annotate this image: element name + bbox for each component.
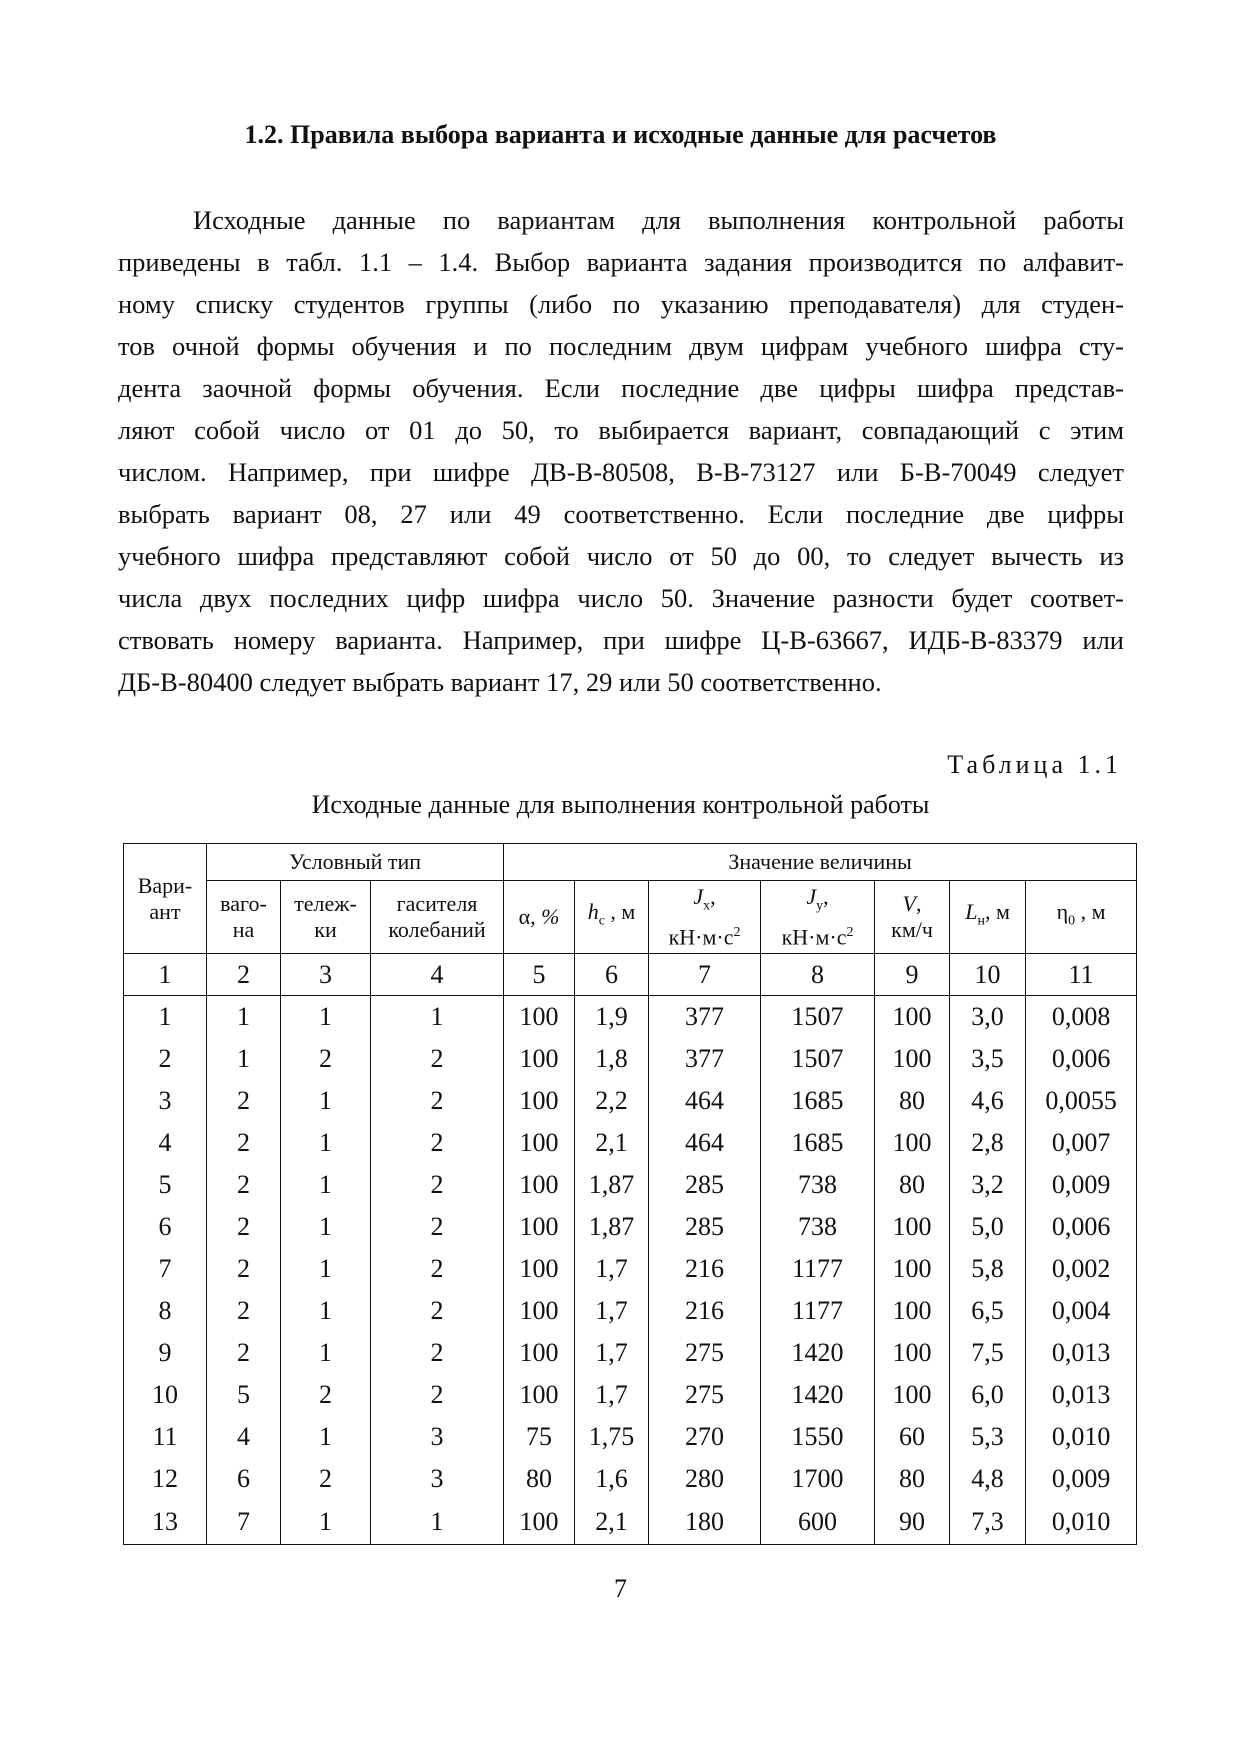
header-bogie: тележ- ки <box>281 881 371 954</box>
table-cell: 5 <box>124 1164 207 1206</box>
table-cell: 1685 <box>761 1080 875 1122</box>
table-cell: 1,9 <box>575 996 649 1039</box>
table-cell: 100 <box>504 1290 575 1332</box>
table-cell: 1,87 <box>575 1164 649 1206</box>
table-cell: 100 <box>875 1332 950 1374</box>
table-cell: 2 <box>371 1080 504 1122</box>
table-cell: 600 <box>761 1500 875 1545</box>
table-row <box>124 1248 1137 1290</box>
table-cell: 0,010 <box>1026 1416 1137 1458</box>
table-cell: 100 <box>875 996 950 1039</box>
table-cell: 100 <box>875 1038 950 1080</box>
table-row <box>124 1290 1137 1332</box>
table-cell: 0,007 <box>1026 1122 1137 1164</box>
table-cell: 80 <box>504 1458 575 1500</box>
table-cell: 0,002 <box>1026 1248 1137 1290</box>
paragraph-line: выбрать вариант 08, 27 или 49 соответственно. Если последние две цифры <box>118 499 1124 529</box>
header-hc: $h_с$ , м <box>575 881 649 954</box>
paragraph-line: приведены в табл. 1.1 – 1.4. Выбор варианта задания производится по алфавит- <box>118 247 1124 277</box>
table-row <box>124 1206 1137 1248</box>
table-cell: 2 <box>371 1164 504 1206</box>
table-cell: 7 <box>207 1500 281 1545</box>
table-cell: 270 <box>649 1416 761 1458</box>
table-cell: 1,7 <box>575 1332 649 1374</box>
table-cell: 1,6 <box>575 1458 649 1500</box>
table-cell: 464 <box>649 1122 761 1164</box>
table-cell: 60 <box>875 1416 950 1458</box>
table-cell: 285 <box>649 1164 761 1206</box>
table-cell: 1177 <box>761 1248 875 1290</box>
table-row <box>124 1038 1137 1080</box>
header-jx: $J_x$, $кН\cdot м\cdot с^2$ <box>649 881 761 954</box>
table-cell: 1 <box>281 1290 371 1332</box>
table-cell: 377 <box>649 1038 761 1080</box>
column-number-row <box>124 954 1137 996</box>
table-cell: 3,0 <box>950 996 1026 1039</box>
header-variant: Вари- ант <box>124 844 207 954</box>
table-cell: 0,0055 <box>1026 1080 1137 1122</box>
table-cell: 0,013 <box>1026 1332 1137 1374</box>
table-row <box>124 1080 1137 1122</box>
header-value-group: Значение величины <box>504 844 1137 881</box>
table-cell: 2 <box>371 1206 504 1248</box>
table-cell: 80 <box>875 1458 950 1500</box>
table-cell: 75 <box>504 1416 575 1458</box>
table-cell: 1 <box>281 996 371 1039</box>
table-cell: 7 <box>124 1248 207 1290</box>
table-row <box>124 1374 1137 1416</box>
table-cell: 12 <box>124 1458 207 1500</box>
table-body <box>124 996 1137 1545</box>
table-cell: 0,013 <box>1026 1374 1137 1416</box>
table-cell: 9 <box>124 1332 207 1374</box>
table-cell: 1 <box>281 1500 371 1545</box>
paragraph-line: Исходные данные по вариантам для выполнения контрольной работы <box>193 205 1124 235</box>
table-cell: 11 <box>124 1416 207 1458</box>
table-cell: 0,004 <box>1026 1290 1137 1332</box>
table-cell: 6 <box>207 1458 281 1500</box>
table-cell: 1,8 <box>575 1038 649 1080</box>
table-cell: 3 <box>124 1080 207 1122</box>
table-cell: 2 <box>207 1080 281 1122</box>
table-cell: 100 <box>504 1248 575 1290</box>
table-cell: 1 <box>281 1248 371 1290</box>
table-cell: 738 <box>761 1164 875 1206</box>
table-cell: 1 <box>371 996 504 1039</box>
header-v: V, км/ч <box>875 881 950 954</box>
table-cell: 1700 <box>761 1458 875 1500</box>
header-damper: гасителя колебаний <box>371 881 504 954</box>
table-cell: 0,010 <box>1026 1500 1137 1545</box>
table-cell: 100 <box>875 1248 950 1290</box>
table-cell: 100 <box>875 1206 950 1248</box>
table-cell: 216 <box>649 1290 761 1332</box>
section-heading: 1.2. Правила выбора варианта и исходные данные для расчетов <box>244 120 997 149</box>
table-cell: 2 <box>124 1038 207 1080</box>
column-number: 1 <box>124 954 207 996</box>
table-cell: 1 <box>281 1332 371 1374</box>
table-cell: 100 <box>504 996 575 1039</box>
table-cell: 738 <box>761 1206 875 1248</box>
body-paragraph <box>118 199 1124 703</box>
table-cell: 100 <box>875 1290 950 1332</box>
table-cell: 2 <box>207 1248 281 1290</box>
table-cell: 3,5 <box>950 1038 1026 1080</box>
column-number: 4 <box>371 954 504 996</box>
table-cell: 0,006 <box>1026 1206 1137 1248</box>
table-cell: 275 <box>649 1332 761 1374</box>
table-cell: 100 <box>875 1122 950 1164</box>
page-number: 7 <box>614 1574 627 1603</box>
table-cell: 464 <box>649 1080 761 1122</box>
table-cell: 80 <box>875 1164 950 1206</box>
table-cell: 2,1 <box>575 1500 649 1545</box>
table-cell: 1,87 <box>575 1206 649 1248</box>
column-number: 2 <box>207 954 281 996</box>
table-cell: 2 <box>281 1038 371 1080</box>
table-cell: 4,6 <box>950 1080 1026 1122</box>
table-cell: 2,8 <box>950 1122 1026 1164</box>
table-cell: 1507 <box>761 1038 875 1080</box>
table-cell: 0,008 <box>1026 996 1137 1039</box>
table-cell: 2 <box>371 1122 504 1164</box>
table-cell: 2 <box>207 1122 281 1164</box>
header-alpha: α, % <box>504 881 575 954</box>
table-cell: 1,7 <box>575 1374 649 1416</box>
table-cell: 1 <box>281 1122 371 1164</box>
variants-table <box>123 843 1137 1545</box>
paragraph-line: числом. Например, при шифре ДВ-В-80508, В-В-73127 или Б-В-70049 следует <box>118 457 1124 487</box>
paragraph-line: ному списку студентов группы (либо по указанию преподавателя) для студен- <box>118 289 1124 319</box>
table-cell: 280 <box>649 1458 761 1500</box>
table-label: Таблица 1.1 <box>947 750 1122 779</box>
table-cell: 180 <box>649 1500 761 1545</box>
table-caption: Исходные данные для выполнения контрольной работы <box>311 790 930 819</box>
table-cell: 3,2 <box>950 1164 1026 1206</box>
header-type-group: Условный тип <box>207 844 504 881</box>
table-cell: 4 <box>207 1416 281 1458</box>
table-cell: 2 <box>371 1290 504 1332</box>
table-cell: 1,7 <box>575 1248 649 1290</box>
table-cell: 1 <box>371 1500 504 1545</box>
table-cell: 5,0 <box>950 1206 1026 1248</box>
table-cell: 2 <box>371 1332 504 1374</box>
table-cell: 0,009 <box>1026 1458 1137 1500</box>
table-cell: 1,7 <box>575 1290 649 1332</box>
table-cell: 7,3 <box>950 1500 1026 1545</box>
table-cell: 377 <box>649 996 761 1039</box>
column-number: 5 <box>504 954 575 996</box>
table-cell: 100 <box>875 1374 950 1416</box>
table-cell: 0,006 <box>1026 1038 1137 1080</box>
column-number: 3 <box>281 954 371 996</box>
table-cell: 0,009 <box>1026 1164 1137 1206</box>
table-cell: 100 <box>504 1038 575 1080</box>
table-cell: 100 <box>504 1164 575 1206</box>
column-number: 7 <box>649 954 761 996</box>
table-cell: 10 <box>124 1374 207 1416</box>
table-row <box>124 1458 1137 1500</box>
table-row <box>124 1164 1137 1206</box>
table-row <box>124 996 1137 1039</box>
table-cell: 90 <box>875 1500 950 1545</box>
table-cell: 100 <box>504 1122 575 1164</box>
table-cell: 6,5 <box>950 1290 1026 1332</box>
table-cell: 1,75 <box>575 1416 649 1458</box>
paragraph-line: учебного шифра представляют собой число от 50 до 00, то следует вычесть из <box>118 541 1124 571</box>
header-eta0: $\eta_0$ , м <box>1026 881 1137 954</box>
header-wagon: ваго- на <box>207 881 281 954</box>
table-cell: 100 <box>504 1332 575 1374</box>
table-cell: 4,8 <box>950 1458 1026 1500</box>
paragraph-line: тов очной формы обучения и по последним двум цифрам учебного шифра сту- <box>118 331 1124 361</box>
header-ln: $L_н$, м <box>950 881 1026 954</box>
table-row <box>124 1122 1137 1164</box>
column-number: 10 <box>950 954 1026 996</box>
column-number: 9 <box>875 954 950 996</box>
paragraph-line: ствовать номеру варианта. Например, при шифре Ц-В-63667, ИДБ-В-83379 или <box>118 625 1124 655</box>
paragraph-line: дента заочной формы обучения. Если последние две цифры шифра представ- <box>118 373 1124 403</box>
table-cell: 13 <box>124 1500 207 1545</box>
table-cell: 285 <box>649 1206 761 1248</box>
column-number: 11 <box>1026 954 1137 996</box>
table-cell: 3 <box>371 1458 504 1500</box>
table-cell: 2,1 <box>575 1122 649 1164</box>
table-cell: 1685 <box>761 1122 875 1164</box>
column-number: 6 <box>575 954 649 996</box>
table-cell: 6 <box>124 1206 207 1248</box>
table-cell: 7,5 <box>950 1332 1026 1374</box>
table-cell: 5,8 <box>950 1248 1026 1290</box>
paragraph-line: ляют собой число от 01 до 50, то выбирается вариант, совпадающий с этим <box>118 415 1124 445</box>
table-cell: 1 <box>124 996 207 1039</box>
header-jy: $J_y$, $кН\cdot м\cdot с^2$ <box>761 881 875 954</box>
table-cell: 2 <box>371 1374 504 1416</box>
table-cell: 2 <box>281 1374 371 1416</box>
table-row <box>124 1500 1137 1545</box>
table-cell: 2 <box>371 1248 504 1290</box>
table-cell: 8 <box>124 1290 207 1332</box>
table-cell: 2 <box>207 1206 281 1248</box>
table-cell: 3 <box>371 1416 504 1458</box>
table-cell: 1 <box>207 1038 281 1080</box>
table-cell: 2 <box>371 1038 504 1080</box>
table-cell: 1550 <box>761 1416 875 1458</box>
table-cell: 1420 <box>761 1374 875 1416</box>
table-cell: 1 <box>281 1206 371 1248</box>
table-cell: 2 <box>281 1458 371 1500</box>
table-cell: 1 <box>207 996 281 1039</box>
table-cell: 1177 <box>761 1290 875 1332</box>
paragraph-line: числа двух последних цифр шифра число 50. Значение разности будет соответ- <box>118 583 1124 613</box>
table-cell: 1420 <box>761 1332 875 1374</box>
table-cell: 100 <box>504 1080 575 1122</box>
table-cell: 2 <box>207 1332 281 1374</box>
table-cell: 1 <box>281 1416 371 1458</box>
table-cell: 6,0 <box>950 1374 1026 1416</box>
table-cell: 2,2 <box>575 1080 649 1122</box>
table-cell: 216 <box>649 1248 761 1290</box>
table-cell: 100 <box>504 1500 575 1545</box>
paragraph-line: ДБ-В-80400 следует выбрать вариант 17, 29 или 50 соответственно. <box>118 667 882 697</box>
table-cell: 2 <box>207 1290 281 1332</box>
table-row <box>124 1332 1137 1374</box>
table-cell: 2 <box>207 1164 281 1206</box>
table-cell: 5 <box>207 1374 281 1416</box>
table-cell: 80 <box>875 1080 950 1122</box>
table-cell: 100 <box>504 1374 575 1416</box>
table-cell: 1 <box>281 1164 371 1206</box>
table-cell: 275 <box>649 1374 761 1416</box>
table-cell: 1507 <box>761 996 875 1039</box>
table-cell: 1 <box>281 1080 371 1122</box>
column-number: 8 <box>761 954 875 996</box>
table-cell: 100 <box>504 1206 575 1248</box>
table-cell: 4 <box>124 1122 207 1164</box>
table-cell: 5,3 <box>950 1416 1026 1458</box>
table-row <box>124 1416 1137 1458</box>
